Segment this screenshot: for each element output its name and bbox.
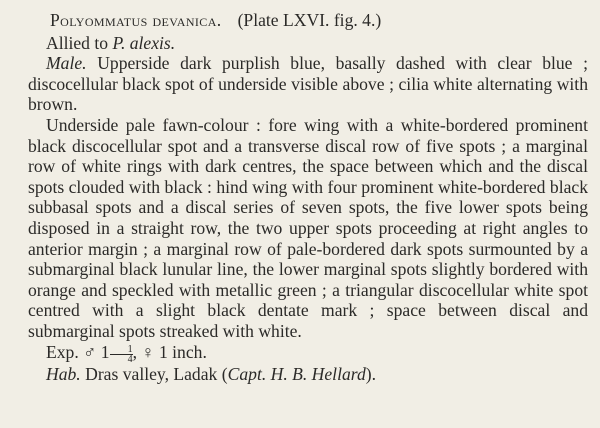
male-expanse-whole: 1: [100, 341, 110, 362]
female-expanse: 1 inch.: [158, 341, 207, 362]
male-description: [28, 53, 588, 115]
species-heading: [50, 10, 588, 31]
male-text: Upperside dark purplish blue, basally dashed with clear blue ; discocellular black spot of underside visible above ; cilia white alternating with brown.: [28, 53, 588, 115]
fraction-denominator: 4: [127, 353, 133, 365]
expanse-label: Exp.: [46, 341, 79, 362]
underside-text: Underside pale fawn-colour : fore wing with a white-bordered prominent black discocellular spot and a transverse discal row of five spots ; a marginal row of white rings with dark centres, the space between which and the discal spots clouded with black : hind wing with four prominent white-bordered black subbasal spots and a discal series of seven spots, the five lower spots being disposed in a straight row, the two upper spots proceeding at right angles to anterior margin ; a marginal row of pale-bordered dark spots surmounted by a submarginal black lunular line, the lower marginal spots slightly bordered with orange and speckled with metallic green ; a triangular discocellular white spot centred with a slight black dentate mark ; space between discal and submarginal spots streaked with white.: [28, 114, 588, 341]
allied-species: P. alexis.: [112, 32, 176, 53]
habitat-label: Hab.: [46, 363, 81, 384]
male-expanse-fraction: [110, 345, 133, 364]
species-name: Polyommatus devanica.: [50, 10, 222, 30]
male-label: Male.: [46, 53, 87, 74]
habitat-locality: Dras valley, Ladak: [85, 363, 218, 384]
female-symbol: ♀: [141, 341, 155, 362]
plate-reference: (Plate LXVI. fig. 4.): [237, 10, 382, 30]
collector-close: ).: [365, 363, 377, 384]
male-symbol: ♂: [83, 341, 97, 362]
collector-open: (: [221, 363, 228, 384]
allied-line: [28, 33, 588, 54]
expanse-line: Exp. ♂ 1 $\frac{1}{4}$ , ♀ 1 inch.: [46, 341, 207, 365]
habitat-collector: Capt. H. B. Hellard: [227, 363, 366, 384]
habitat-line: [28, 364, 588, 385]
underside-description: [28, 115, 588, 342]
allied-prefix: Allied to: [46, 32, 109, 53]
fraction-numerator: 1: [110, 345, 133, 355]
